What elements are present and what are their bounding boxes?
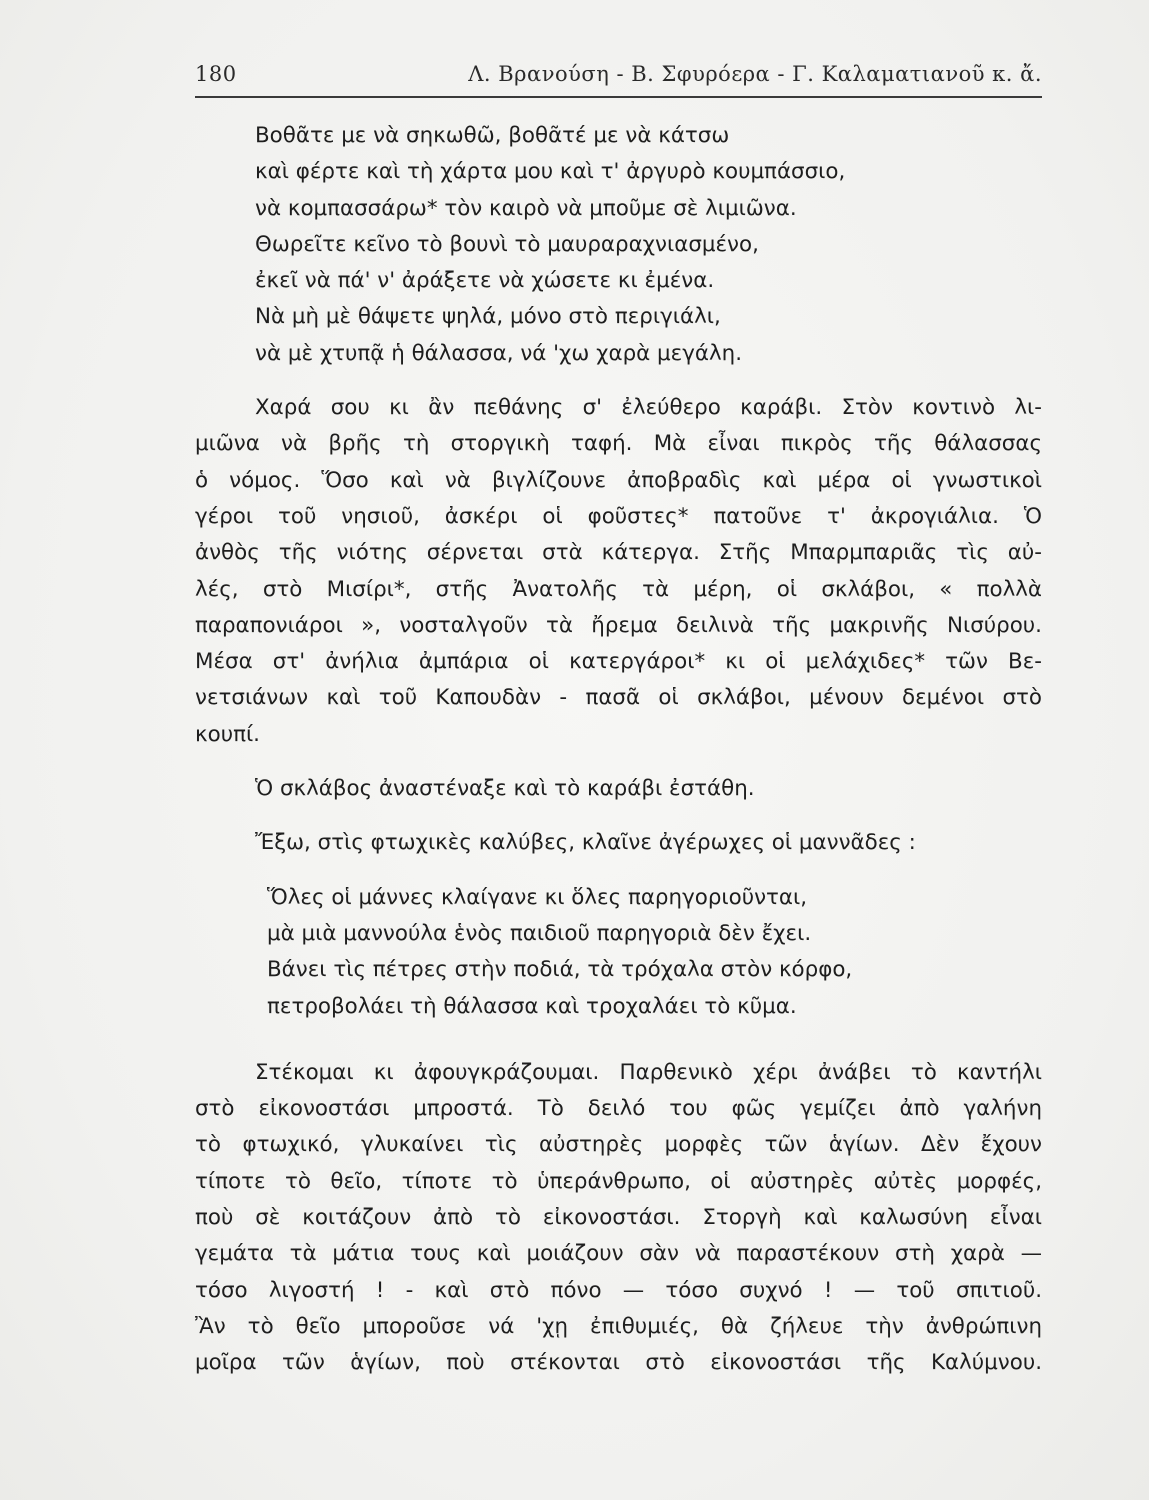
running-head: Λ. Βρανούση - Β. Σφυρόερα - Γ. Καλαματιανοῦ κ. ἄ. — [468, 62, 1042, 86]
verse-line: ἐκεῖ νὰ πά' ν' ἀράξετε νὰ χώσετε κι ἐμένα. — [255, 268, 715, 294]
verse-line: νὰ μὲ χτυπᾷ ἡ θάλασσα, νά 'χω χαρὰ μεγάλη. — [255, 340, 743, 366]
prose-line: ἀνθὸς τῆς νιότης σέρνεται στὰ κάτεργα. Στῆς Μπαρμπαριᾶς τὶς αὐ- — [195, 540, 1042, 566]
prose-line: ποὺ σὲ κοιτάζουν ἀπὸ τὸ εἰκονοστάσι. Στοργὴ καὶ καλωσύνη εἶναι — [195, 1205, 1042, 1231]
page-body — [195, 118, 1042, 1382]
prose-paragraph-4 — [195, 1055, 1042, 1382]
prose-line: Χαρά σου κι ἂν πεθάνης σ' ἐλεύθερο καράβι. Στὸν κοντινὸ λι- — [255, 395, 1042, 421]
poem-stanza-2 — [195, 880, 1042, 1025]
poem-stanza-1 — [195, 118, 1042, 372]
prose-line: λές, στὸ Μισίρι*, στῆς Ἀνατολῆς τὰ μέρη, οἱ σκλάβοι, « πολλὰ — [195, 576, 1042, 602]
prose-line: μιῶνα νὰ βρῆς τὴ στοργικὴ ταφή. Μὰ εἶναι πικρὸς τῆς θάλασσας — [195, 431, 1042, 457]
verse-line: Θωρεῖτε κεῖνο τὸ βουνὶ τὸ μαυραραχνιασμένο, — [255, 231, 759, 257]
verse-line: πετροβολάει τὴ θάλασσα καὶ τροχαλάει τὸ κῦμα. — [267, 993, 797, 1019]
page-number: 180 — [195, 62, 237, 86]
verse-line: Νὰ μὴ μὲ θάψετε ψηλά, μόνο στὸ περιγιάλι, — [255, 304, 721, 330]
spacer — [195, 753, 1042, 771]
prose-line: τόσο λιγοστή ! - καὶ στὸ πόνο — τόσο συχνό ! — τοῦ σπιτιοῦ. — [195, 1277, 1042, 1303]
spacer — [195, 372, 1042, 390]
spacer — [195, 862, 1042, 880]
prose-line: Στέκομαι κι ἀφουγκράζουμαι. Παρθενικὸ χέρι ἀνάβει τὸ καντήλι — [255, 1059, 1042, 1085]
header-rule — [195, 96, 1042, 98]
verse-line: μὰ μιὰ μαννούλα ἑνὸς παιδιοῦ παρηγοριὰ δὲν ἔχει. — [267, 920, 812, 946]
prose-line: γέροι τοῦ νησιοῦ, ἀσκέρι οἱ φοῦστες* πατοῦνε τ' ἀκρογιάλια. Ὁ — [195, 503, 1042, 529]
verse-line: Ὅλες οἱ μάννες κλαίγανε κι ὅλες παρηγοριοῦνται, — [267, 884, 808, 910]
prose-line: μοῖρα τῶν ἁγίων, ποὺ στέκονται στὸ εἰκονοστάσι τῆς Καλύμνου. — [195, 1350, 1042, 1376]
verse-line: Βοθᾶτε με νὰ σηκωθῶ, βοθᾶτέ με νὰ κάτσω — [255, 123, 730, 148]
verse-line: καὶ φέρτε καὶ τὴ χάρτα μου καὶ τ' ἀργυρὸ κουμπάσσιο, — [255, 159, 846, 185]
spacer — [195, 1025, 1042, 1055]
prose-line: γεμάτα τὰ μάτια τους καὶ μοιάζουν σὰν νὰ παραστέκουν στὴ χαρὰ — — [195, 1241, 1042, 1267]
prose-line: τίποτε τὸ θεῖο, τίποτε τὸ ὑπεράνθρωπο, οἱ αὐστηρὲς αὐτὲς μορφές, — [195, 1168, 1042, 1194]
prose-line: Μέσα στ' ἀνήλια ἀμπάρια οἱ κατεργάροι* κι οἱ μελάχιδες* τῶν Βε- — [195, 649, 1042, 675]
prose-paragraph-2: Ὁ σκλάβος ἀναστέναξε καὶ τὸ καράβι ἐστάθη. — [255, 776, 755, 802]
prose-line: ὁ νόμος. Ὅσο καὶ νὰ βιγλίζουνε ἀποβραδὶς καὶ μέρα οἱ γνωστικοὶ — [195, 467, 1042, 493]
prose-line: κουπί. — [195, 721, 260, 747]
prose-paragraph-3: Ἔξω, στὶς φτωχικὲς καλύβες, κλαῖνε ἀγέρωχες οἱ μαννᾶδες : — [255, 830, 916, 856]
page-header — [195, 62, 1042, 92]
prose-line: παραπονιάροι », νοσταλγοῦν τὰ ἤρεμα δειλινὰ τῆς μακρινῆς Νισύρου. — [195, 612, 1042, 638]
prose-line: στὸ εἰκονοστάσι μπροστά. Τὸ δειλό του φῶς γεμίζει ἀπὸ γαλήνη — [195, 1096, 1042, 1122]
prose-line: Ἂν τὸ θεῖο μποροῦσε νά 'χῃ ἐπιθυμιές, θὰ ζήλευε τὴν ἀνθρώπινη — [195, 1313, 1042, 1339]
verse-line: Βάνει τὶς πέτρες στὴν ποδιά, τὰ τρόχαλα στὸν κόρφο, — [267, 957, 853, 983]
prose-line: νετσιάνων καὶ τοῦ Καπουδὰν - πασᾶ οἱ σκλάβοι, μένουν δεμένοι στὸ — [195, 685, 1042, 711]
prose-line: τὸ φτωχικό, γλυκαίνει τὶς αὐστηρὲς μορφὲς τῶν ἁγίων. Δὲν ἔχουν — [195, 1132, 1042, 1158]
verse-line: νὰ κομπασσάρω* τὸν καιρὸ νὰ μποῦμε σὲ λιμιῶνα. — [255, 195, 797, 221]
prose-paragraph-1 — [195, 390, 1042, 753]
spacer — [195, 807, 1042, 825]
